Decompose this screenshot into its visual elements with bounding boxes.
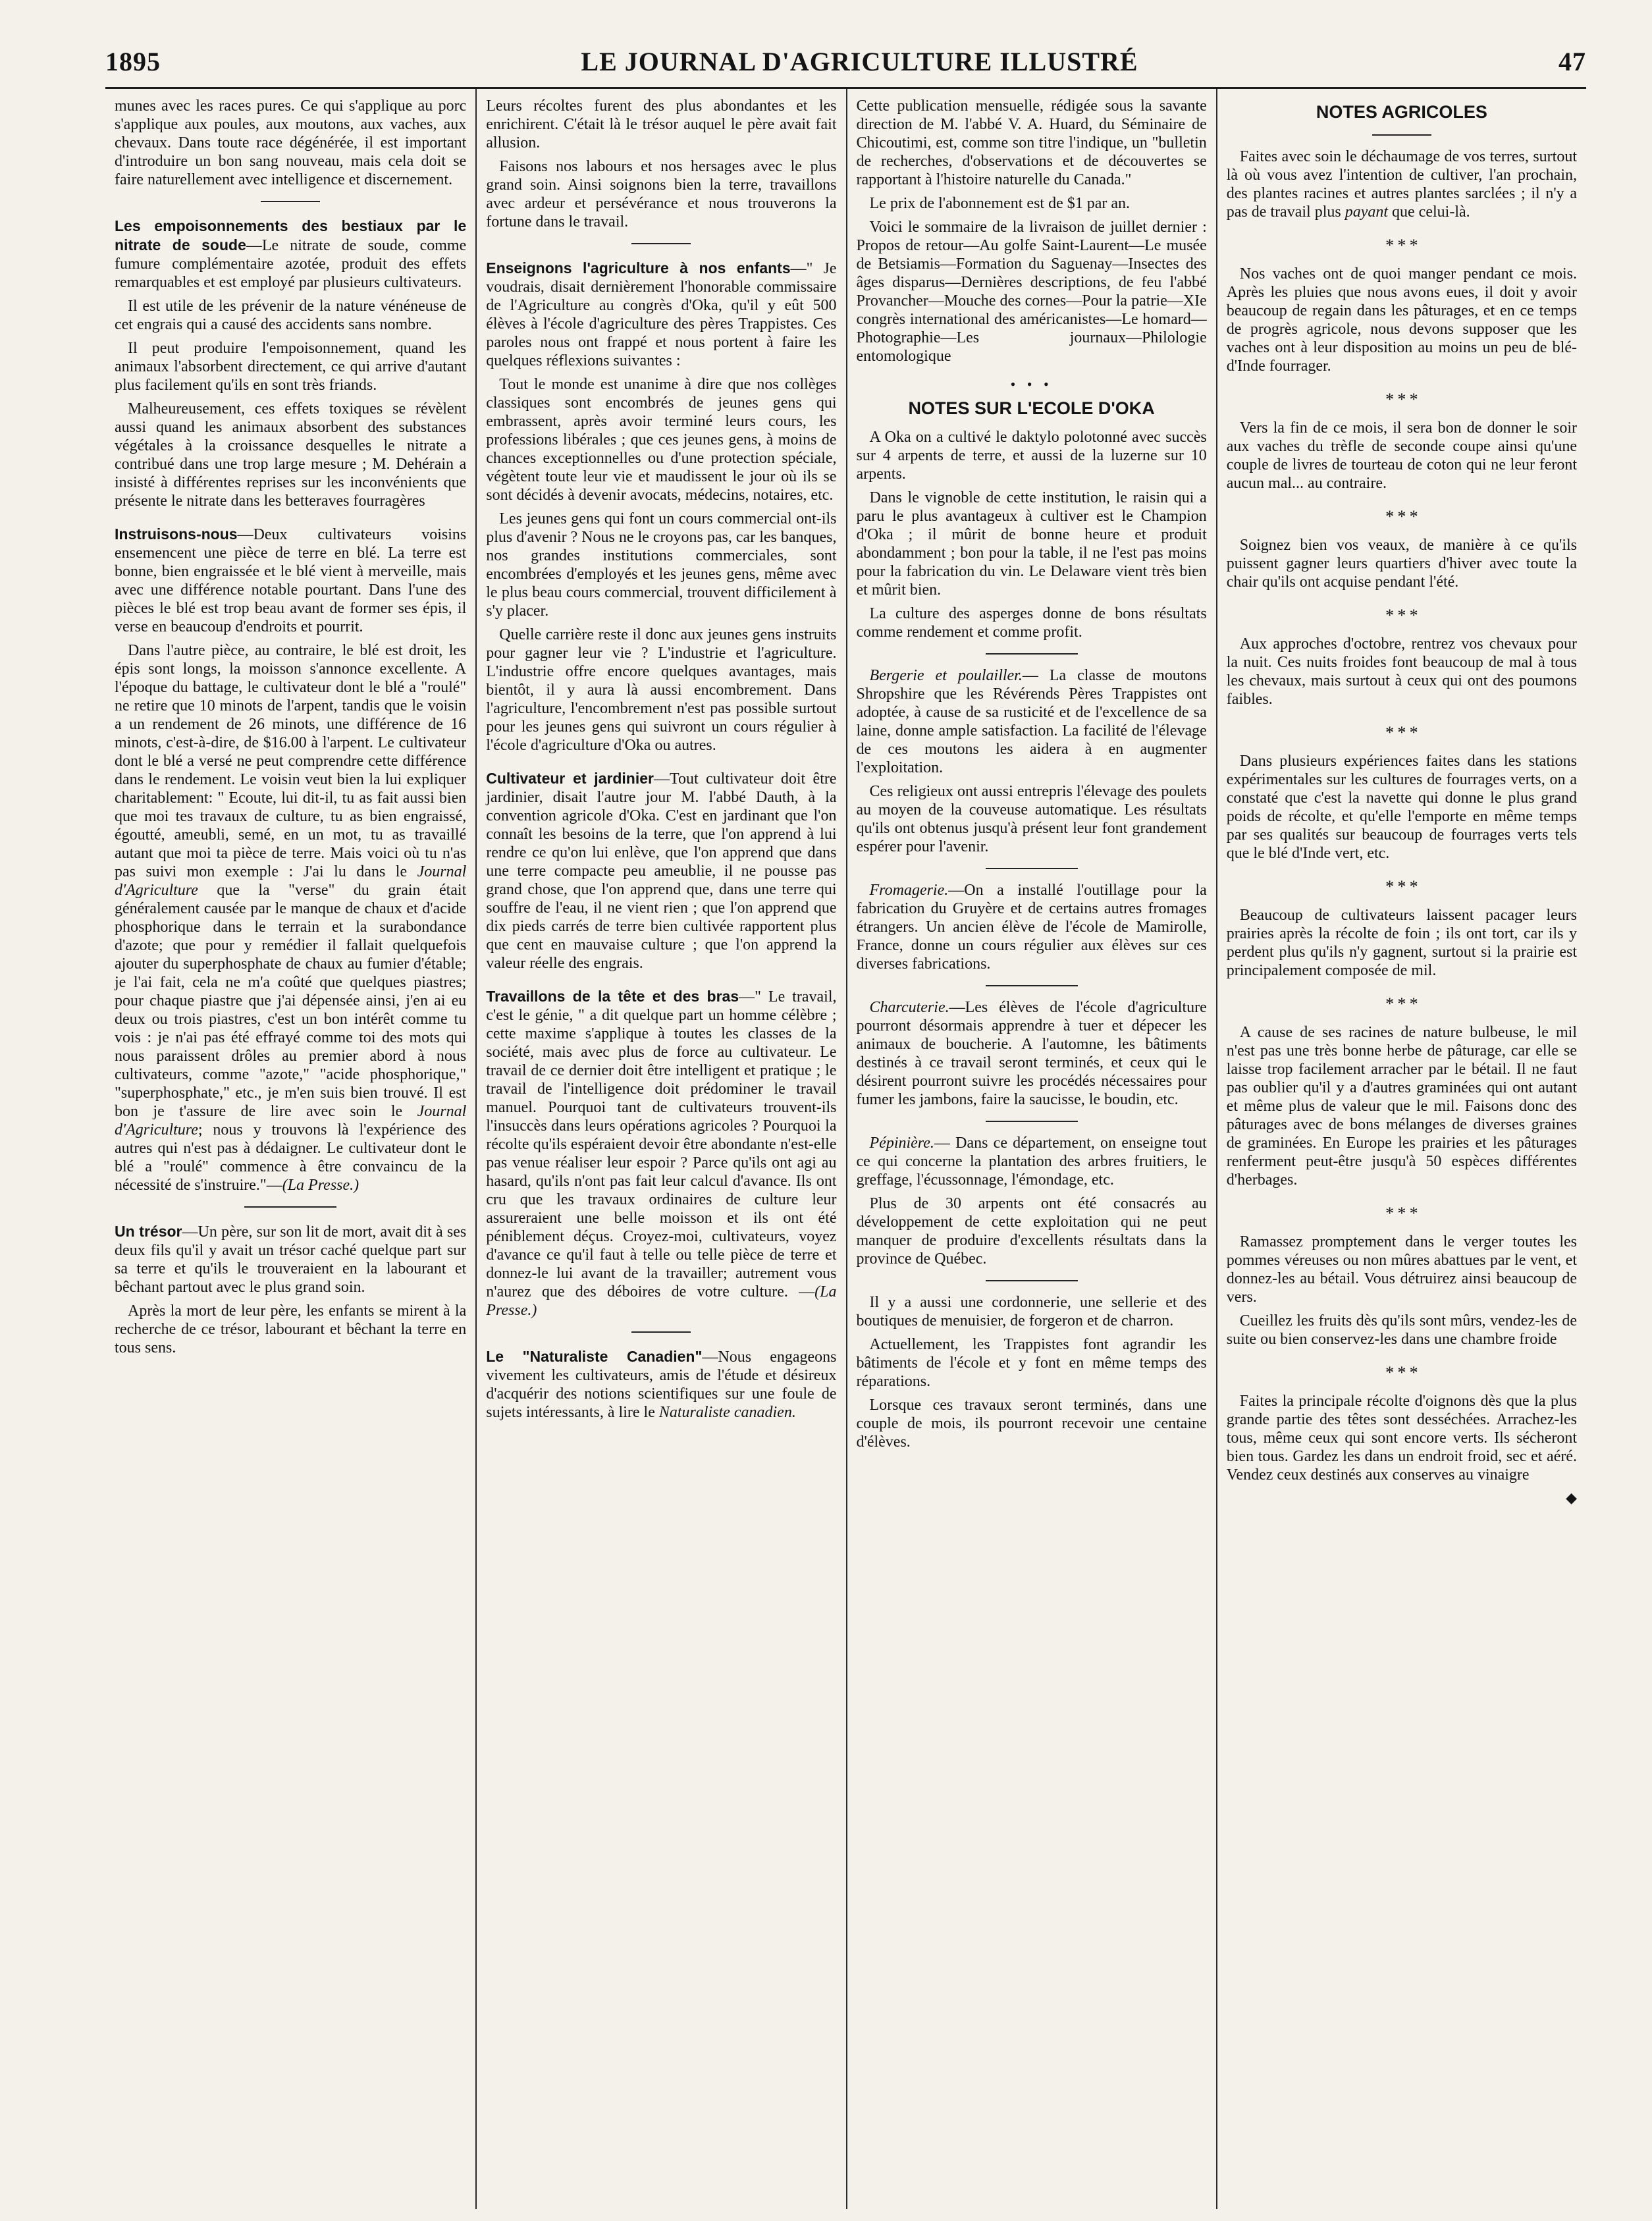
asterism: * * *: [1385, 877, 1418, 896]
column-2: [475, 89, 845, 2209]
article-title: Cultivateur et jardinier: [486, 770, 654, 787]
note-emphasis: payant: [1345, 203, 1389, 221]
article-text: Leurs récoltes furent des plus abondantes et les enrichirent. C'était là le trésor auquel le père avait fait allusion.: [486, 97, 837, 151]
end-mark: ◆: [1566, 1489, 1577, 1506]
article-text: Lorsque ces travaux seront terminés, dans une couple de mois, ils pourront recevoir une centaine d'élèves.: [856, 1397, 1207, 1451]
article-text: Dans l'autre pièce, au contraire, le blé est droit, les épis sont longs, la moisson s'annonce excellente. A l'époque du battage, le cultivateur dont le blé a "roulé" ne retire que 10 minots de l'arpent, tandis que le voisin a un rendement de 26 minots, une différence de 16 minots, c'est-à-dire, de $16.00 à l'arpent. Le cultivateur dont le blé a versé ne peut comprendre cette différence dans le rendement. Le voisin veut bien la lui expliquer charitablement: " Ecoute, lui dit-il, tu as fait aussi bien que moi tes travaux de culture, tu as bien engraissé, égoutté, ameubli, semé, en un mot, tu as travaillé autant que moi ta pièce de terre. Mais voici où tu n'as pas suivi mon exemple : J'ai lu dans le: [115, 642, 467, 880]
note-text: Faites la principale récolte d'oignons dès que la plus grande partie des têtes sont desséchées. Arrachez-les tous, même ceux qui sont encore verts. Ils sécheront bien tous. Gardez les dans un endroit froid, sec et aéré. Vendez ceux destinés aux conserves au vinaigre: [1226, 1393, 1577, 1484]
article-text: Malheureusement, ces effets toxiques se révèlent aussi quand les animaux absorbent des substances végétales à la croissance desquelles le nitrate a contribué dans une trop large mesure ; M. Dehérain a insisté à différentes reprises sur les inconvénients que présente le nitrate dans les betteraves fourragères: [115, 400, 467, 510]
asterism: * * *: [1385, 390, 1418, 409]
asterism: * * *: [1385, 507, 1418, 526]
subsection-title: Charcuterie.: [869, 999, 949, 1016]
subsection-title: Bergerie et poulailler.: [869, 667, 1023, 684]
article-title: Un trésor: [115, 1223, 182, 1240]
separator: [244, 1206, 336, 1208]
article-text: — Dans ce département, on enseigne tout ce qui concerne la plantation des arbres fruitiers, le greffage, l'écussonnage, l'émondage, etc.: [856, 1135, 1207, 1189]
article-travaillons: [486, 987, 836, 1320]
article-text: A Oka on a cultivé le daktylo polotonné avec succès sur 4 arpents de terre, et aussi de la luzerne sur 10 arpents.: [856, 429, 1207, 483]
article-text: —Nous engageons vivement les cultivateurs, amis de l'étude et désireux d'acquérir des notions scientifiques sur une foule de sujets intéressants, à lire le: [486, 1349, 837, 1421]
asterism: * * *: [1385, 1363, 1418, 1382]
subsection-title: Pépinière.: [869, 1135, 934, 1152]
source-credit: (La Presse.): [486, 1283, 837, 1319]
article-title: Travaillons de la tête et des bras: [486, 988, 739, 1005]
page-number: 47: [1558, 47, 1586, 76]
journal-name: Journal d'Agriculture: [115, 863, 467, 899]
article-cultivateur-jardinier: [486, 769, 836, 973]
article-instruisons: [115, 525, 466, 1194]
article-text: Cette publication mensuelle, rédigée sous la savante direction de M. l'abbé V. A. Huard, du Séminaire de Chicoutimi, est, comme son titre l'indique, un "bulletin de recherches, d'observations et de découvertes se rapportant à l'histoire naturelle du Canada.": [856, 97, 1207, 188]
article-text: —Deux cultivateurs voisins ensemencent une pièce de terre en blé. La terre est bonne, bien engraissée et le blé vient à merveille, mais avec une différence notable pourtant. Dans l'une des pièces le blé est trop beau avant de former ses épis, il verse en beaucoup d'endroits et pourrit.: [115, 526, 467, 635]
note-text: que celui-là.: [1392, 203, 1470, 221]
section-title: NOTES AGRICOLES: [1316, 102, 1487, 122]
article-enseignons: [486, 259, 836, 755]
note-text: Vers la fin de ce mois, il sera bon de donner le soir aux vaches du trèfle de seconde coupe ainsi qu'une couple de livres de tourteau de coton qui ne leur feront aucun mal... au contraire.: [1226, 419, 1577, 492]
page-header: [105, 46, 1586, 83]
subsection-title: Fromagerie.: [869, 882, 949, 899]
article-naturaliste: [486, 1347, 836, 1422]
article-title: Le "Naturaliste Canadien": [486, 1348, 703, 1365]
article-text: Ces religieux ont aussi entrepris l'élevage des poulets au moyen de la couveuse automatique. Les résultats qu'ils ont obtenus jusqu'à présent leur font grandement espérer pour l'avenir.: [856, 783, 1207, 855]
article-text: —" Le travail, c'est le génie, " a dit quelque part un homme célèbre ; cette maxime s'applique à toutes les classes de la société, mais avec plus de force au cultivateur. Le travail de ce dernier doit être intelligent et pratique ; le travail de l'intelligence doit prédominer le travail manuel. Pourquoi tant de cultivateurs trouvent-ils l'insuccès dans leurs opérations agricoles ? Pourquoi la récolte qu'ils espéraient devoir être abondante n'est-elle pas venue réaliser leur espoir ? Parce qu'ils ont agi au hasard, qu'ils n'ont pas fait leur calcul d'avance. Ils ont cru que les travaux ordinaires de culture leur assureraient une belle moisson et ils ont été péniblement déçus. Croyez-moi, cultivateurs, voyez d'avance ce qu'il faut à telle ou telle pièce de terre et donnez-le lui avant de la travailler; autrement vous n'aurez que des déboires de votre culture. —: [486, 988, 837, 1300]
note-text: Dans plusieurs expériences faites dans les stations expérimentales sur les cultures de fourrages verts, on a constaté que c'est la navette qui donne le plus grand poids de récolte, et qu'elle l'emporte en même temps par ses qualités sur beaucoup de fourrages verts tels que le blé d'Inde vert, etc.: [1226, 753, 1577, 862]
separator: [631, 243, 691, 244]
journal-name: Naturaliste canadien.: [658, 1404, 796, 1421]
article-text: Quelle carrière reste il donc aux jeunes gens instruits pour gagner leur vie ? L'industrie et l'agriculture. L'industrie offre encore quelques avantages, mais bientôt, il y aura là aussi encombrement. Dans l'agriculture, l'encombrement n'est pas possible surtout pour les jeunes gens qui suivront un cours régulier à l'école d'agriculture d'Oka ou autres.: [486, 626, 837, 754]
separator: [631, 1331, 691, 1333]
asterism: * * *: [1385, 723, 1418, 742]
article-text: —Tout cultivateur doit être jardinier, disait l'autre jour M. l'abbé Dauth, à la convention agricole d'Oka. C'est en jardinant que l'on connaît les besoins de la terre, que l'on apprend à lui rendre ce qu'on lui enlève, que l'on apprend que dans une terre compacte peu ameublie, il ne pousse pas grand chose, que l'on apprend que, dans une terre qui souffre de l'eau, il ne vient rien ; que l'on apprend que dix pieds carrés de terre bien cultivée rapportent plus que cent en mauvaise culture ; que l'on apprend la valeur réelle des engrais.: [486, 770, 837, 972]
article-nitrate: [115, 217, 466, 510]
article-text: —Un père, sur son lit de mort, avait dit à ses deux fils qu'il y avait un trésor caché quelque part sur sa terre et qu'ils le trouveraient en la labourant et bêchant partout avec le plus grand soin.: [115, 1223, 467, 1296]
article-text: — La classe de moutons Shropshire que les Révérends Pères Trappistes ont adoptée, à cause de sa rusticité et de l'excellence de sa laine, donne ample satisfaction. La facilité de l'élevage de ces moutons les aidera à en augmenter l'exploitation.: [856, 667, 1207, 776]
journal-name: Journal d'Agriculture: [115, 1103, 467, 1138]
article-title: Enseignons l'agriculture à nos enfants: [486, 259, 791, 277]
separator: [986, 985, 1078, 986]
note-text: A cause de ses racines de nature bulbeuse, le mil n'est pas une très bonne herbe de pâturage, car elle se laisse trop facilement arracher par le bétail. Il ne faut pas oublier qu'il y a d'autres graminées qui ont autant et même plus de valeur que le mil. Faisons donc des pâturages avec de bons mélanges de diverses graines de graminées. En Europe les prairies et les pâturages renferment peut-être jusqu'à 50 espèces différentes d'herbages.: [1226, 1024, 1577, 1189]
asterism: * * *: [1385, 994, 1418, 1013]
note-text: Faites avec soin le déchaumage de vos terres, surtout là où vous avez l'intention de cultiver, l'an prochain, des plantes racines et autres plantes sarclées ; il n'y a pas de travail plus: [1226, 148, 1577, 221]
article-text: Actuellement, les Trappistes font agrandir les bâtiments de l'école et y font en même temps des réparations.: [856, 1336, 1207, 1390]
separator: [261, 201, 320, 202]
note-text: Aux approches d'octobre, rentrez vos chevaux pour la nuit. Ces nuits froides font beaucoup de mal à tous les chevaux, mais surtout à ceux qui ont des poumons faibles.: [1226, 635, 1577, 708]
article-text: munes avec les races pures. Ce qui s'applique au porc s'applique aux poules, aux moutons, aux vaches, aux chevaux. Dans toute race dégénérée, il est important d'introduire un bon sang nouveau, mais cela doit se faire naturellement avec intelligence et discernement.: [115, 97, 467, 188]
separator: [986, 868, 1078, 869]
article-text: Après la mort de leur père, les enfants se mirent à la recherche de ce trésor, labourant et bêchant la terre en tous sens.: [115, 1302, 467, 1356]
source-credit: (La Presse.): [282, 1177, 360, 1194]
separator: [986, 653, 1078, 655]
article-text: Le prix de l'abonnement est de $1 par an.: [869, 195, 1131, 212]
columns: [105, 89, 1586, 2209]
article-text: que la "verse" du grain était généralement causée par le manque de chaux et d'acide phosphorique dans le terrain et la surabondance d'azote; que pour y remédier il fallait quelquefois ajouter du superphosphate de chaux au fumier d'étable; je l'ai fait, cela ne m'a coûté que quelques piastres; pour chaque piastre que j'ai dépensée ainsi, j'en ai eu deux ou trois piastres, c'est un bon intérêt comme tu vois : je n'ai pas été effrayé comme toi des mots qui nous paraissent drôles au premier abord à nous cultivateurs, comme "azote," "acide phosphorique," "superphosphate," etc., je m'en suis bien trouvé. Il est bon je t'assure de lire avec soin le: [115, 882, 467, 1120]
column-3: [846, 89, 1216, 2209]
article-text: —" Je voudrais, disait dernièrement l'honorable commissaire de l'Agriculture au congrès d'Oka, qu'il y eût 500 élèves à l'école d'agriculture des pères Trappistes. Ces paroles nous ont frappé et nous portent à faire les quelques réflexions suivantes :: [486, 260, 837, 369]
column-1: [105, 89, 475, 2209]
separator: [1372, 134, 1431, 136]
article-text: ; nous y trouvons là l'expérience des autres qui n'est pas à dédaigner. Le cultivateur dont le blé a "roulé" commence à être convaincu de la nécessité de s'instruire."—: [115, 1121, 467, 1194]
article-text: Les jeunes gens qui font un cours commercial ont-ils plus d'avenir ? Nous ne le croyons pas, car les banques, nos grandes institutions commerciales, sont encombrées d'employés et les jeunes gens, même avec le plus beau cours commercial, trouvent difficilement à s'y placer.: [486, 510, 837, 620]
note-text: Cueillez les fruits dès qu'ils sont mûrs, vendez-les de suite ou bien conservez-les dans une chambre froide: [1226, 1312, 1577, 1348]
column-4: [1216, 89, 1586, 2209]
article-tresor: [115, 1222, 466, 1357]
article-text: Tout le monde est unanime à dire que nos collèges classiques sont encombrés de jeunes gens qui embrassent, après avoir terminé leurs cours, les professions libérales ; que ces jeunes gens, à moins de chances exceptionnelles ou d'une protection spéciale, végètent toute leur vie et maudissent le jour où ils se sont décidés à devenir avocats, médecins, notaires, etc.: [486, 376, 837, 504]
article-text: Plus de 30 arpents ont été consacrés au développement de cette exploitation qui ne peut manquer de produire d'excellents résultats dans la province de Québec.: [856, 1195, 1207, 1268]
article-text: Il peut produire l'empoisonnement, quand les animaux l'absorbent directement, ce qui arrive d'autant plus facilement qu'ils en sont très friands.: [115, 340, 467, 394]
note-text: Ramassez promptement dans le verger toutes les pommes véreuses ou non mûres abattues par le vent, et donnez-les au bétail. Vous détruirez ainsi beaucoup de vers.: [1226, 1233, 1577, 1306]
asterism: * * *: [1385, 1204, 1418, 1223]
separator: [986, 1280, 1078, 1281]
issue-year: 1895: [105, 47, 161, 76]
article-text: —On a installé l'outillage pour la fabrication du Gruyère et de certains autres fromages étrangers. Un ancien élève de l'école de Mamirolle, France, donne un cours régulier aux élèves sur ces diverses fabrications.: [856, 882, 1207, 973]
section-title: NOTES SUR L'ECOLE D'OKA: [908, 398, 1155, 418]
ornament-dots: • • •: [1010, 376, 1053, 392]
article-text: —Le nitrate de soude, comme fumure complémentaire azotée, produit des effets remarquables et est employé par plusieurs cultivateurs.: [115, 237, 467, 291]
article-text: Faisons nos labours et nos hersages avec le plus grand soin. Ainsi soignons bien la terre, travaillons avec ardeur et persévérance et nous trouverons la fortune dans le travail.: [486, 158, 837, 230]
article-text: Dans le vignoble de cette institution, le raisin qui a paru le plus avantageux à cultiver est le Champion d'Oka ; il mûrit de bonne heure et produit abondamment ; bon pour la table, il ne l'est pas moins pour la fabrication du vin. Le Delaware vient très bien et mûrit bien.: [856, 489, 1207, 599]
asterism: * * *: [1385, 606, 1418, 625]
article-title: Les empoisonnements des bestiaux par le nitrate de soude: [115, 217, 467, 254]
separator: [986, 1121, 1078, 1122]
article-text: —Les élèves de l'école d'agriculture pourront désormais apprendre à tuer et dépecer les animaux de boucherie. A l'automne, les bâtiments destinés à ce travail seront terminés, et ceux qui le désirent pourront suivre les procédés nécessaires pour fumer les jambons, faire la saucisse, le boudin, etc.: [856, 999, 1207, 1108]
article-text: La culture des asperges donne de bons résultats comme rendement et comme profit.: [856, 605, 1207, 641]
note-text: Nos vaches ont de quoi manger pendant ce mois. Après les pluies que nous avons eues, il doit y avoir beaucoup de regain dans les pâturages, et en ce temps de progrès agricole, nous devons supposer que les vaches ont à leur disposition au moins un peu de blé-d'Inde fourrager.: [1226, 265, 1577, 375]
note-text: Soignez bien vos veaux, de manière à ce qu'ils puissent gagner leurs quartiers d'hiver avec toute la chair qu'ils ont acquise pendant l'été.: [1226, 537, 1577, 591]
note-text: Beaucoup de cultivateurs laissent pacager leurs prairies après la récolte de foin ; ils ont tort, car ils y perdent plus qu'ils n'y gagnent, surtout si la prairie est principalement composée de mil.: [1226, 907, 1577, 979]
article-text: Il y a aussi une cordonnerie, une sellerie et des boutiques de menuisier, de forgeron et de charron.: [856, 1294, 1207, 1329]
journal-title: LE JOURNAL D'AGRICULTURE ILLUSTRÉ: [581, 47, 1138, 76]
article-text: Il est utile de les prévenir de la nature vénéneuse de cet engrais qui a causé des accidents sans nombre.: [115, 298, 467, 333]
article-text: Voici le sommaire de la livraison de juillet dernier : Propos de retour—Au golfe Saint-Laurent—Le musée de Betsiamis—Formation du Saguenay—Insectes des âges disparus—Dernières descriptions, de feu l'abbé Provancher—Mouche des cornes—Pour la patrie—XIe congrès international des américanistes—Le homard—Photographie—Les journaux—Philologie entomologique: [856, 219, 1207, 365]
article-title: Instruisons-nous: [115, 525, 238, 543]
asterism: * * *: [1385, 236, 1418, 255]
